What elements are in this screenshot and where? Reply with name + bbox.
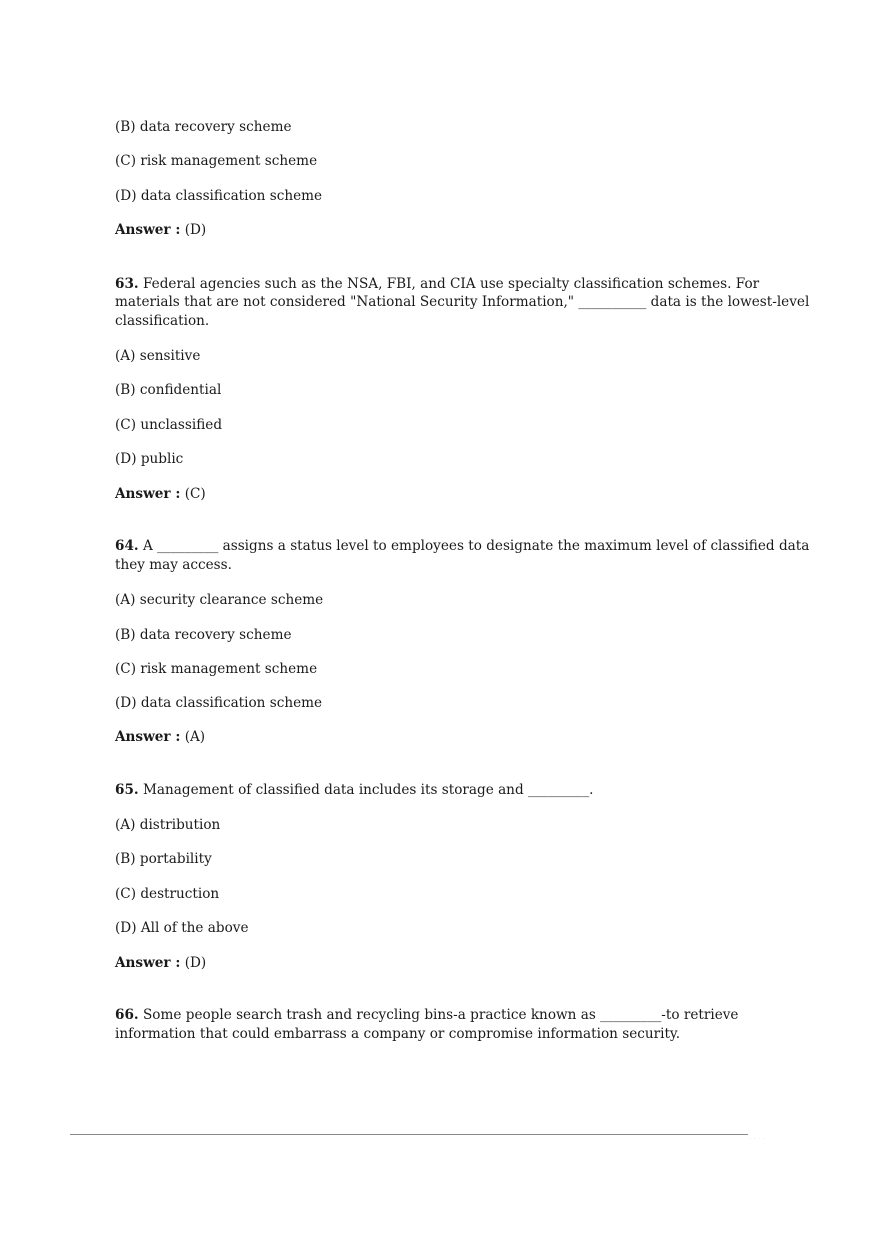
q64-line-1 [115,537,809,556]
q62-answer [115,221,206,240]
answer-label: Answer : [115,955,181,971]
q64-option-c: (C) risk management scheme [115,661,318,677]
answer-value: (D) [184,222,207,238]
question-number: 65. [115,782,139,798]
q65-option-c: (C) destruction [115,886,220,902]
q64-option-a: (A) security clearance scheme [115,592,324,608]
q66-line-2: information that could embarrass a company or compromise information security. [115,1026,681,1042]
q63-option-a: (A) sensitive [115,348,201,364]
q63-line-1 [115,275,759,294]
q63-line-3: classification. [115,313,210,329]
answer-label: Answer : [115,729,181,745]
answer-value: (C) [184,486,206,502]
q65-option-a: (A) distribution [115,817,221,833]
question-text: Management of classified data includes its storage and _________. [142,782,594,798]
q66-line-1 [115,1006,738,1025]
question-number: 64. [115,538,139,554]
q64-option-b: (B) data recovery scheme [115,627,292,643]
q64-answer [115,728,205,747]
question-text: Federal agencies such as the NSA, FBI, and CIA use specialty classification schemes. For [142,276,760,292]
answer-value: (A) [184,729,206,745]
q64-option-d: (D) data classification scheme [115,695,323,711]
q65-line-1 [115,781,593,800]
question-number: 63. [115,276,139,292]
q65-option-d: (D) All of the above [115,920,249,936]
q63-option-c: (C) unclassified [115,417,223,433]
question-number: 66. [115,1007,139,1023]
q63-option-b: (B) confidential [115,382,222,398]
q62-option-b: (B) data recovery scheme [115,119,292,135]
answer-label: Answer : [115,486,181,502]
question-text: Some people search trash and recycling bins-a practice known as _________-to retrieve [142,1007,739,1023]
q63-answer [115,485,206,504]
q65-answer [115,954,206,973]
answer-value: (D) [184,955,207,971]
question-text: A _________ assigns a status level to employees to designate the maximum level of classified data [142,538,810,554]
footer-watermark: · · · · [750,1136,765,1142]
q63-option-d: (D) public [115,451,184,467]
q62-option-d: (D) data classification scheme [115,188,323,204]
answer-label: Answer : [115,222,181,238]
q65-option-b: (B) portability [115,851,212,867]
q64-line-2: they may access. [115,557,232,573]
q62-option-c: (C) risk management scheme [115,153,318,169]
footer-divider [70,1134,748,1135]
q63-line-2: materials that are not considered "National Security Information," __________ data is the lowest-level [115,294,810,310]
